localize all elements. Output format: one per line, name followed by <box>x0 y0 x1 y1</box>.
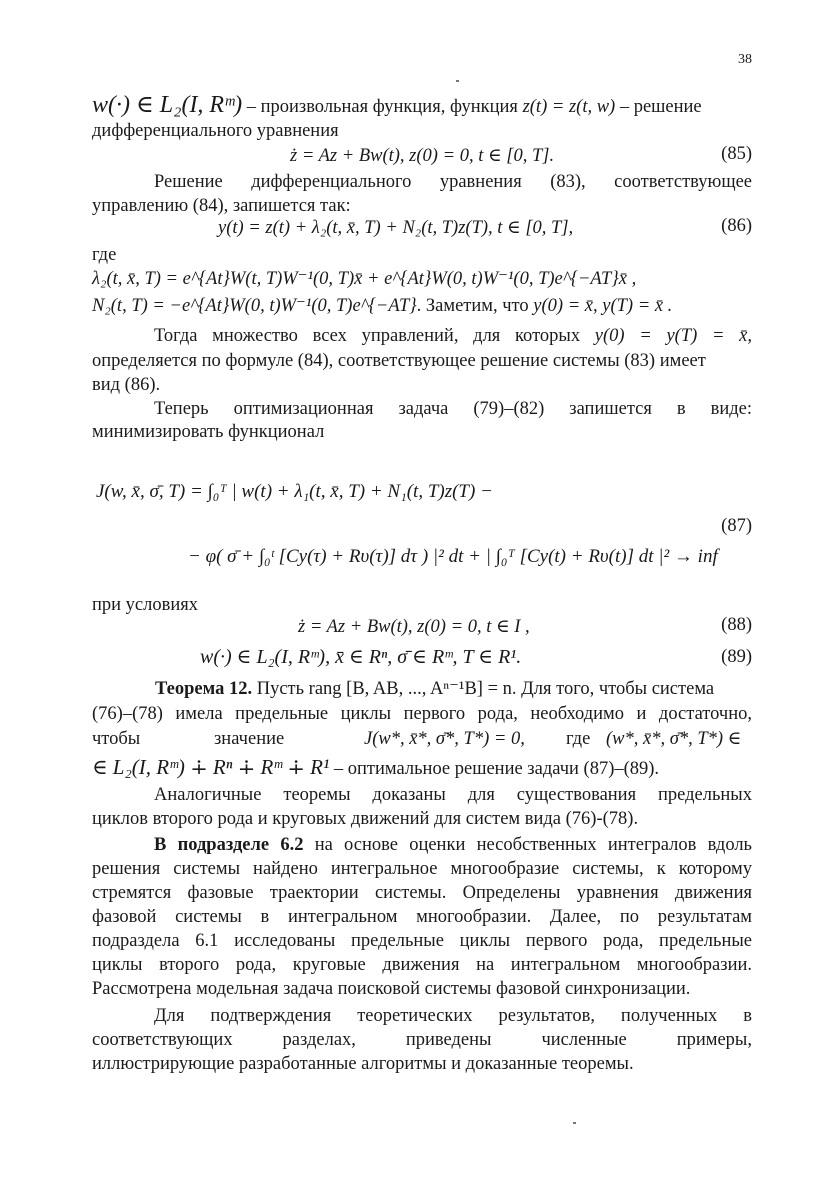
text-line: Для подтверждения теоретических результатов, полученных в <box>154 1006 752 1026</box>
text-line: (76)–(78) имела предельные циклы первого рода, необходимо и достаточно, <box>92 704 752 724</box>
text-line: дифференциального уравнения <box>92 121 339 141</box>
theorem-label: Теорема 12. <box>155 679 253 699</box>
math-inline: w(·) ∈ L₂(I, Rᵐ) <box>92 92 243 118</box>
text-line: минимизировать функционал <box>92 422 325 442</box>
text-line: N₂(t, T) = −e^{At}W(0, t)W⁻¹(0, T)e^{−AT}. Заметим, что y(0) = x̄, y(T) = x̄ . <box>92 296 673 316</box>
equation-number: (86) <box>721 216 752 236</box>
equation-89: w(·) ∈ L₂(I, Rᵐ), x̄ ∈ Rⁿ, σ̄ ∈ Rᵐ, T ∈ R¹. <box>200 646 522 668</box>
equation-number: (88) <box>721 615 752 635</box>
text-line: Теперь оптимизационная задача (79)–(82) запишется в виде: <box>154 399 752 419</box>
text-line: соответствующих разделах, приведены численные примеры, <box>92 1030 752 1050</box>
text-line: циклы второго рода, круговые движения на интегральном многообразии. <box>92 955 752 975</box>
text-line: вид (86). <box>92 375 161 395</box>
text-line: подраздела 6.1 исследованы предельные циклы первого рода, предельные <box>92 931 752 951</box>
theorem-line: Теорема 12. Пусть rang [B, AB, ..., Aⁿ⁻¹B] = n. Для того, чтобы система <box>155 679 715 699</box>
text-line: Аналогичные теоремы доказаны для существования предельных <box>154 785 752 805</box>
text-line: ∈ L₂(I, Rᵐ) ∔ Rⁿ ∔ Rᵐ ∔ R¹ – оптимальное решение задачи (87)–(89). <box>92 755 660 779</box>
text-line: управлению (84), запишется так: <box>92 196 351 216</box>
text-line: Решение дифференциального уравнения (83), соответствующее <box>154 172 752 192</box>
scan-speck <box>456 80 459 82</box>
text-line: где <box>92 245 117 265</box>
text-line: определяется по формуле (84), соответствующее решение системы (83) имеет <box>92 351 706 371</box>
equation-87-line2: − φ( σ̄ + ∫₀ᵗ [Cy(τ) + Rυ(τ)] dτ ) |² dt + | ∫₀ᵀ [Cy(t) + Rυ(t)] dt |² → inf <box>188 546 718 567</box>
equation-87-line1: J(w, x̄, σ̄, T) = ∫₀ᵀ | w(t) + λ₁(t, x̄, T) + N₁(t, T)z(T) − <box>96 481 493 502</box>
formula-lambda2: λ₂(t, x̄, T) = e^{At}W(t, T)W⁻¹(0, T)x̄ + e^{At}W(0, t)W⁻¹(0, T)e^{−AT}x̄ , <box>92 269 637 289</box>
text-line: циклов второго рода и круговых движений для систем вида (76)-(78). <box>92 809 639 829</box>
equation-86: y(t) = z(t) + λ₂(t, x̄, T) + N₂(t, T)z(T), t ∈ [0, T], <box>218 218 574 238</box>
document-page: 38 w(·) ∈ L₂(I, Rᵐ) – произвольная функция, функция z(t) = z(t, w) – решение дифференциального уравнения ż = Az + Bw(t), z(0) = 0, t ∈ [0, T]. (85) Решение дифференциального уравнения (83), соответствующее управлению (84), запишется так: y(t) = z(t) + λ₂(t, x̄, T) + N₂(t, T)z(T), t ∈ [0, T], (86) где λ₂(t, x̄, T) = e^{At}W(t, T)W⁻¹(0, T)x̄ + e^{At}W(0, t)W⁻¹(0, T)e^{−AT}x̄ , N₂(t, T) = −e^{At}W(0, t)W⁻¹(0, T)e^{−AT}. Заметим, что y(0) = x̄, y(T) = x̄ . Тогда множество всех управлений, для которых y(0) = y(T) = x̄, определяется по формуле (84), соответствующее решение системы (83) имеет вид (86). Теперь оптимизационная задача (79)–(82) запишется в виде: минимизировать функционал J(w, x̄, σ̄, T) = ∫₀ᵀ | w(t) + λ₁(t, x̄, T) + N₁(t, T)z(T) − − φ( σ̄ + ∫₀ᵗ [Cy(τ) + Rυ(τ)] dτ ) |² dt + | ∫₀ᵀ [Cy(t) + Rυ(t)] dt |² → inf (87) при условиях ż = Az + Bw(t), z(0) = 0, t ∈ I , (88) w(·) ∈ L₂(I, Rᵐ), x̄ ∈ Rⁿ, σ̄ ∈ Rᵐ, T ∈ R¹. (89) Теорема 12. Пусть rang [B, AB, ..., Aⁿ⁻¹B] = n. Для того, чтобы система (76)–(78) имела предельные циклы первого рода, необходимо и достаточно, чтобы значение J(w*, x̄*, σ̄*, T*) = 0, где (w*, x̄*, σ̄*, T*) ∈ ∈ L₂(I, Rᵐ) ∔ Rⁿ ∔ Rᵐ ∔ R¹ – оптимальное решение задачи (87)–(89). Аналогичные теоремы доказаны для существования предельных циклов второго рода и круговых движений для систем вида (76)-(78). В подразделе 6.2 на основе оценки несобственных интегралов вдоль решения системы найдено интегральное многообразие системы, к которому стремятся фазовые траектории системы. Определены уравнения движения фазовой системы в интегральном многообразии. Далее, по результатам подраздела 6.1 исследованы предельные циклы первого рода, предельные циклы второго рода, круговые движения на интегральном многообразии. Рассмотрена модельная задача поисковой системы фазовой синхронизации. Для подтверждения теоретических результатов, полученных в соответствующих разделах, приведены численные примеры, иллюстрирующие разработанные алгоритмы и доказанные теоремы. <box>0 0 816 1183</box>
equation-85: ż = Az + Bw(t), z(0) = 0, t ∈ [0, T]. <box>290 146 555 166</box>
text-line: стремятся фазовые траектории системы. Определены уравнения движения <box>92 883 752 903</box>
text-line: В подразделе 6.2 на основе оценки несобственных интегралов вдоль <box>154 835 752 855</box>
text-line: Рассмотрена модельная задача поисковой системы фазовой синхронизации. <box>92 979 691 999</box>
equation-number: (89) <box>721 647 752 667</box>
text-line: w(·) ∈ L₂(I, Rᵐ) – произвольная функция, функция z(t) = z(t, w) – решение <box>92 92 702 118</box>
text-line: решения системы найдено интегральное многообразие системы, к которому <box>92 859 752 879</box>
page-number: 38 <box>738 52 752 67</box>
text-line: Тогда множество всех управлений, для которых y(0) = y(T) = x̄, <box>154 326 752 346</box>
subsection-ref: В подразделе 6.2 <box>154 835 304 855</box>
equation-number: (87) <box>721 516 752 536</box>
equation-number: (85) <box>721 144 752 164</box>
equation-88: ż = Az + Bw(t), z(0) = 0, t ∈ I , <box>298 617 530 637</box>
text-line: фазовой системы в интегральном многообразии. Далее, по результатам <box>92 907 752 927</box>
text-line: при условиях <box>92 595 199 615</box>
text-line: иллюстрирующие разработанные алгоритмы и доказанные теоремы. <box>92 1054 634 1074</box>
scan-speck <box>573 1122 576 1124</box>
